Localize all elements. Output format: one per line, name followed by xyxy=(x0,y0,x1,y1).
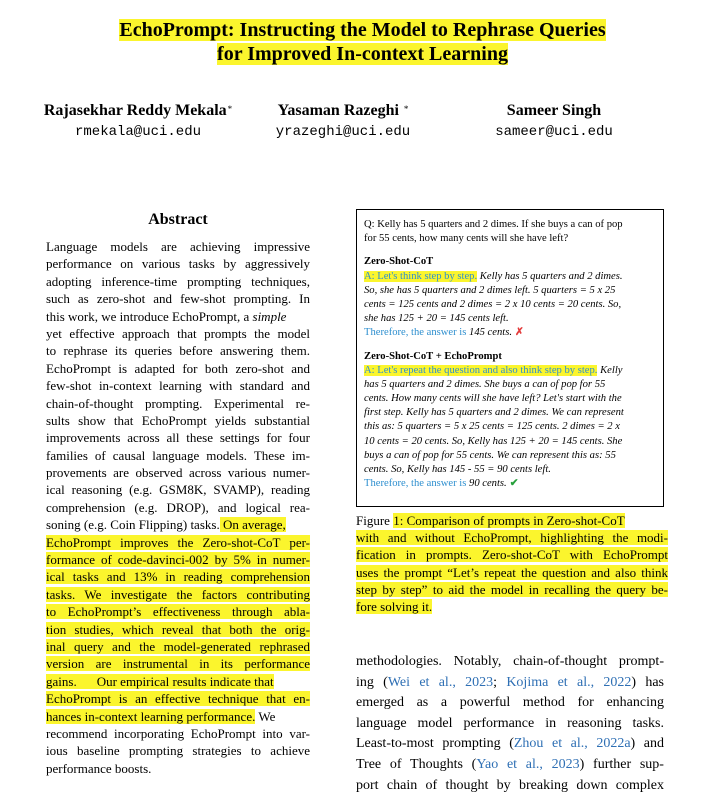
caption-highlight: fore solving it. xyxy=(356,598,433,614)
body-line xyxy=(356,755,664,776)
abstract-line: families of causal language models. These im- xyxy=(46,447,310,463)
body-line: language model performance in reasoning tasks. xyxy=(356,715,664,731)
paper-title xyxy=(0,18,725,66)
figure-1-caption xyxy=(356,512,668,615)
echoprompt-answer-line xyxy=(364,477,656,491)
figure-1-box xyxy=(356,209,664,507)
abstract-highlight: tasks. We investigate the factors contributing xyxy=(46,586,310,602)
echoprompt-line xyxy=(364,364,656,378)
abstract-highlight: On average, xyxy=(219,517,286,533)
caption-line xyxy=(356,529,668,546)
abstract-line xyxy=(46,621,310,638)
caption-line xyxy=(356,512,668,529)
echoprompt-line: first step. Kelly has 5 quarters and 2 dimes. We can represent xyxy=(364,407,624,419)
abstract-highlight: version are instrumental in its performance xyxy=(46,656,310,672)
citation-link[interactable]: Zhou et al., 2022a xyxy=(513,736,631,752)
body-text: Tree of Thoughts ( xyxy=(356,756,477,772)
caption-line xyxy=(356,546,668,563)
answer-prefix: Therefore, the answer is xyxy=(364,327,467,339)
figure-question-line: Q: Kelly has 5 quarters and 2 dimes. If she buys a can of pop xyxy=(364,219,623,230)
abstract-line xyxy=(46,690,310,707)
author-1 xyxy=(18,101,258,141)
citation-link[interactable]: Kojima et al., 2022 xyxy=(506,674,632,690)
caption-highlight: fication in prompts. Zero-shot-CoT with EchoPrompt xyxy=(356,547,668,563)
abstract-line xyxy=(46,308,310,325)
abstract-line xyxy=(46,638,310,655)
caption-figure-word: Figure xyxy=(356,513,390,528)
abstract-text: Our empirical results indicate that xyxy=(96,673,274,689)
abstract-line: few-shot in-context learning with standard and xyxy=(46,378,310,394)
zero-shot-cot-line xyxy=(364,270,656,284)
echoprompt-line: 10 cents = 20 cents. So, Kelly has 125 + 20 = 145 cents. She xyxy=(364,435,623,447)
author-2 xyxy=(223,101,463,141)
abstract-line: sults show that EchoPrompt yields substantial xyxy=(46,412,310,428)
echoprompt-text: Kelly xyxy=(600,364,623,376)
body-text: ing ( xyxy=(356,674,388,690)
echoprompt-answer: 90 cents. xyxy=(469,478,507,490)
title-line-1: EchoPrompt: Instructing the Model to Rephrase Queries xyxy=(119,19,606,41)
abstract-line: ical reasoning (e.g. GSM8K, SVAMP), reading xyxy=(46,482,310,498)
body-text: ) and xyxy=(630,736,664,752)
abstract-line xyxy=(46,534,310,551)
abstract-text: this work, we introduce EchoPrompt, a xyxy=(46,308,253,324)
caption-line xyxy=(356,581,668,598)
abstract-line: comprehension (e.g. DROP), and logical rea- xyxy=(46,499,310,515)
right-column-body xyxy=(356,652,664,796)
abstract-line: to rephrase its queries before answering them. xyxy=(46,343,310,359)
author-email[interactable]: sameer@uci.edu xyxy=(495,124,613,140)
body-line xyxy=(356,673,664,694)
zero-shot-cot-text: Kelly has 5 quarters and 2 dimes. xyxy=(479,270,623,282)
abstract-line: provements are observed across various numer- xyxy=(46,465,310,481)
abstract-line: improvements across all these settings for four xyxy=(46,430,310,446)
abstract-body xyxy=(46,238,310,777)
body-text: ; xyxy=(493,674,507,690)
abstract-line: such as zero-shot and few-shot prompting. In xyxy=(46,291,310,307)
zero-shot-cot-line: she has 125 + 20 = 145 cents left. xyxy=(364,313,509,325)
body-text: ) has xyxy=(631,674,665,690)
author-mark: * xyxy=(227,104,233,114)
abstract-line xyxy=(46,568,310,585)
author-mark: * xyxy=(403,104,409,114)
abstract-emphasis: simple xyxy=(252,308,287,324)
abstract-line: EchoPrompt is adapted for both zero-shot and xyxy=(46,360,310,376)
zero-shot-cot-answer: 145 cents. xyxy=(469,327,512,339)
abstract-highlight: hances in-context learning performance. xyxy=(46,708,256,724)
cross-icon: ✗ xyxy=(514,327,524,339)
answer-prefix: Therefore, the answer is xyxy=(364,478,467,490)
abstract-line: yet effective approach that prompts the model xyxy=(46,325,310,341)
echoprompt-line: this as: 5 quarters = 5 x 25 cents = 125 cents. 2 dimes = 2 x xyxy=(364,421,620,433)
abstract-line: Language models are achieving impressive xyxy=(46,239,310,254)
echoprompt-line: buys a can of pop for 55 cents. We can represent this as: 55 xyxy=(364,449,616,461)
author-email[interactable]: rmekala@uci.edu xyxy=(74,124,202,140)
echoprompt-line: cents. How many cents will she have left? Let's start with the xyxy=(364,393,622,405)
abstract-line xyxy=(46,516,310,533)
zero-shot-cot-answer-line xyxy=(364,326,656,340)
abstract-text: gains. xyxy=(46,673,77,689)
body-text: Least-to-most prompting ( xyxy=(356,736,514,752)
echoprompt-label: Zero-Shot-CoT + EchoPrompt xyxy=(364,350,502,362)
abstract-highlight: inal query and the model-generated rephrased xyxy=(46,638,310,654)
author-name: Sameer Singh xyxy=(506,102,602,119)
caption-line xyxy=(356,564,668,581)
caption-highlight: step by step” to aid the model in recalling the query be- xyxy=(356,581,668,597)
abstract-heading: Abstract xyxy=(148,211,208,228)
abstract-line: performance on various tasks by aggressively xyxy=(46,256,310,272)
citation-link[interactable]: Yao et al., 2023 xyxy=(476,756,580,772)
zero-shot-cot-prompt: A: Let's think step by step. xyxy=(364,270,478,282)
abstract-line: recommend incorporating EchoPrompt into var- xyxy=(46,725,310,741)
caption-line xyxy=(356,598,668,615)
citation-link[interactable]: Wei et al., 2023 xyxy=(387,674,494,690)
body-line: methodologies. Notably, chain-of-thought prompt- xyxy=(356,654,664,669)
echoprompt-line: has 5 quarters and 2 dimes. She buys a can of pop for 55 xyxy=(364,378,606,390)
abstract-line xyxy=(46,586,310,603)
abstract-line: ious baseline prompting strategies to achieve xyxy=(46,743,310,759)
abstract-highlight: EchoPrompt improves the Zero-shot-CoT per- xyxy=(46,534,310,550)
abstract-highlight xyxy=(46,674,274,689)
abstract-highlight: to EchoPrompt’s effectiveness through abla- xyxy=(46,604,310,620)
abstract-line xyxy=(46,673,310,690)
abstract-line: adopting inference-time prompting techniques, xyxy=(46,273,310,289)
check-icon: ✔ xyxy=(509,478,519,490)
body-line xyxy=(356,734,664,755)
zero-shot-cot-label: Zero-Shot-CoT xyxy=(364,256,434,268)
author-name: Rajasekhar Reddy Mekala xyxy=(43,102,227,119)
caption-highlight: with and without EchoPrompt, highlighting the modi- xyxy=(356,530,668,546)
abstract-line xyxy=(46,655,310,672)
author-3 xyxy=(434,101,674,141)
author-name: Yasaman Razeghi xyxy=(277,102,403,119)
abstract-text: soning (e.g. Coin Flipping) tasks. xyxy=(46,517,220,533)
abstract-highlight: ical tasks and 13% in reading comprehension xyxy=(46,569,310,585)
abstract-line: chain-of-thought prompting. Experimental re- xyxy=(46,395,310,411)
body-text: ) further sup- xyxy=(579,756,664,772)
abstract-line xyxy=(46,551,310,568)
title-line-2: for Improved In-context Learning xyxy=(217,43,508,65)
body-line: port chain of thought by breaking down complex xyxy=(356,777,664,793)
abstract-line xyxy=(46,708,310,725)
caption-highlight: uses the prompt “Let’s repeat the question and also think xyxy=(356,564,668,580)
zero-shot-cot-line: cents = 125 cents and 2 dimes = 2 x 10 cents = 20 cents. So, xyxy=(364,298,622,310)
abstract-highlight: EchoPrompt is an effective technique that en- xyxy=(46,691,310,707)
abstract-highlight: formance of code-davinci-002 by 5% in numer- xyxy=(46,552,310,568)
body-line: emerged as a powerful method for enhancing xyxy=(356,695,664,711)
zero-shot-cot-line: So, she has 5 quarters and 2 dimes left. 5 quarters = 5 x 25 xyxy=(364,284,616,296)
abstract-line xyxy=(46,603,310,620)
author-email[interactable]: yrazeghi@uci.edu xyxy=(275,124,411,140)
abstract-line: performance boosts. xyxy=(46,760,152,776)
abstract-text: We xyxy=(255,708,276,724)
figure-question-line: for 55 cents, how many cents will she have left? xyxy=(364,233,569,245)
echoprompt-prompt: A: Let's repeat the question and also think step by step. xyxy=(364,364,598,376)
abstract-highlight: tion studies, which reveal that both the orig- xyxy=(46,621,310,637)
echoprompt-line: cents. So, Kelly has 145 - 55 = 90 cents left. xyxy=(364,464,551,475)
caption-highlight: 1: Comparison of prompts in Zero-shot-CoT xyxy=(393,513,625,528)
